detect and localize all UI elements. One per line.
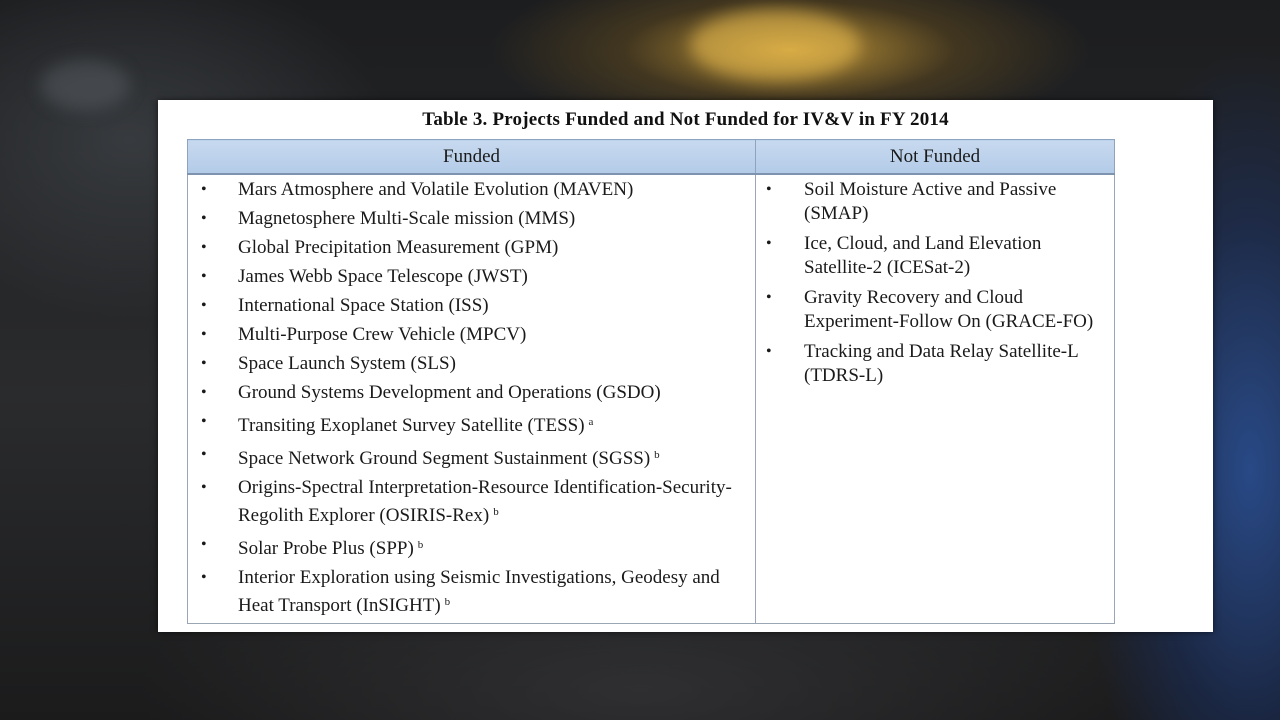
bullet-icon: • <box>201 181 207 198</box>
bullet-icon: • <box>201 355 207 372</box>
not-funded-project-item <box>756 232 1114 280</box>
project-name: Soil Moisture Active and Passive (SMAP) <box>804 179 1057 224</box>
not-funded-cell <box>756 174 1115 624</box>
footnote-marker: b <box>654 449 660 461</box>
document-page <box>158 100 1213 632</box>
not-funded-project-item <box>756 178 1114 226</box>
funded-cell <box>188 174 756 624</box>
funded-column-header: Funded <box>188 140 756 175</box>
footnote-marker: b <box>417 539 424 551</box>
funded-project-item <box>188 236 755 260</box>
funded-project-item <box>188 352 755 376</box>
funded-project-item <box>188 323 755 347</box>
project-name: Origins-Spectral Interpretation-Resource Identification-Security-Regolith Explorer (OSIRIS-Rex) <box>238 477 732 526</box>
bullet-icon: • <box>201 326 207 343</box>
funded-list <box>188 175 755 618</box>
bullet-icon: • <box>201 569 207 586</box>
bullet-icon: • <box>766 289 772 306</box>
not-funded-column-header: Not Funded <box>756 140 1115 175</box>
project-name: International Space Station (ISS) <box>238 295 489 316</box>
project-name: Tracking and Data Relay Satellite-L (TDRS-L) <box>804 341 1079 386</box>
project-name: Solar Probe Plus (SPP) <box>238 538 414 559</box>
funded-project-item <box>188 207 755 231</box>
funded-project-item <box>188 294 755 318</box>
funded-project-item <box>188 381 755 405</box>
not-funded-project-item <box>756 286 1114 334</box>
project-name: Space Network Ground Segment Sustainment (SGSS) <box>238 448 651 469</box>
project-name: Transiting Exoplanet Survey Satellite (TESS) <box>238 415 585 436</box>
table-body-row <box>188 174 1115 624</box>
bullet-icon: • <box>201 239 207 256</box>
funded-project-item <box>188 533 755 561</box>
not-funded-list <box>756 175 1114 388</box>
funded-project-item <box>188 265 755 289</box>
funded-project-item <box>188 566 755 618</box>
background-blur-light <box>690 10 860 80</box>
footnote-marker: b <box>493 506 499 518</box>
funded-project-item <box>188 443 755 471</box>
project-name: Ice, Cloud, and Land Elevation Satellite-2 (ICESat-2) <box>804 233 1042 278</box>
bullet-icon: • <box>766 181 772 198</box>
funded-project-item <box>188 476 755 528</box>
project-name: Magnetosphere Multi-Scale mission (MMS) <box>238 208 576 229</box>
table-header-row <box>188 140 1115 175</box>
footnote-marker: b <box>444 596 451 608</box>
bullet-icon: • <box>201 268 207 285</box>
projects-table <box>187 139 1115 624</box>
bullet-icon: • <box>201 210 207 227</box>
bullet-icon: • <box>201 479 207 496</box>
funded-project-item <box>188 410 755 438</box>
funded-project-item <box>188 178 755 202</box>
project-name: Global Precipitation Measurement (GPM) <box>238 237 559 258</box>
not-funded-project-item <box>756 340 1114 388</box>
bullet-icon: • <box>201 536 207 553</box>
table-title: Table 3. Projects Funded and Not Funded for IV&V in FY 2014 <box>422 109 949 130</box>
project-name: Gravity Recovery and Cloud Experiment-Follow On (GRACE-FO) <box>804 287 1094 332</box>
bullet-icon: • <box>766 235 772 252</box>
project-name: Interior Exploration using Seismic Investigations, Geodesy and Heat Transport (InSIGHT) <box>238 567 720 616</box>
background-blur-shape <box>40 60 130 110</box>
bullet-icon: • <box>201 297 207 314</box>
bullet-icon: • <box>201 446 207 463</box>
project-name: Mars Atmosphere and Volatile Evolution (MAVEN) <box>238 179 634 200</box>
bullet-icon: • <box>201 384 207 401</box>
project-name: Multi-Purpose Crew Vehicle (MPCV) <box>238 324 527 345</box>
bullet-icon: • <box>201 413 207 430</box>
bullet-icon: • <box>766 343 772 360</box>
project-name: Ground Systems Development and Operations (GSDO) <box>238 382 661 403</box>
project-name: James Webb Space Telescope (JWST) <box>238 266 528 287</box>
project-name: Space Launch System (SLS) <box>238 353 456 374</box>
footnote-marker: a <box>588 416 594 428</box>
